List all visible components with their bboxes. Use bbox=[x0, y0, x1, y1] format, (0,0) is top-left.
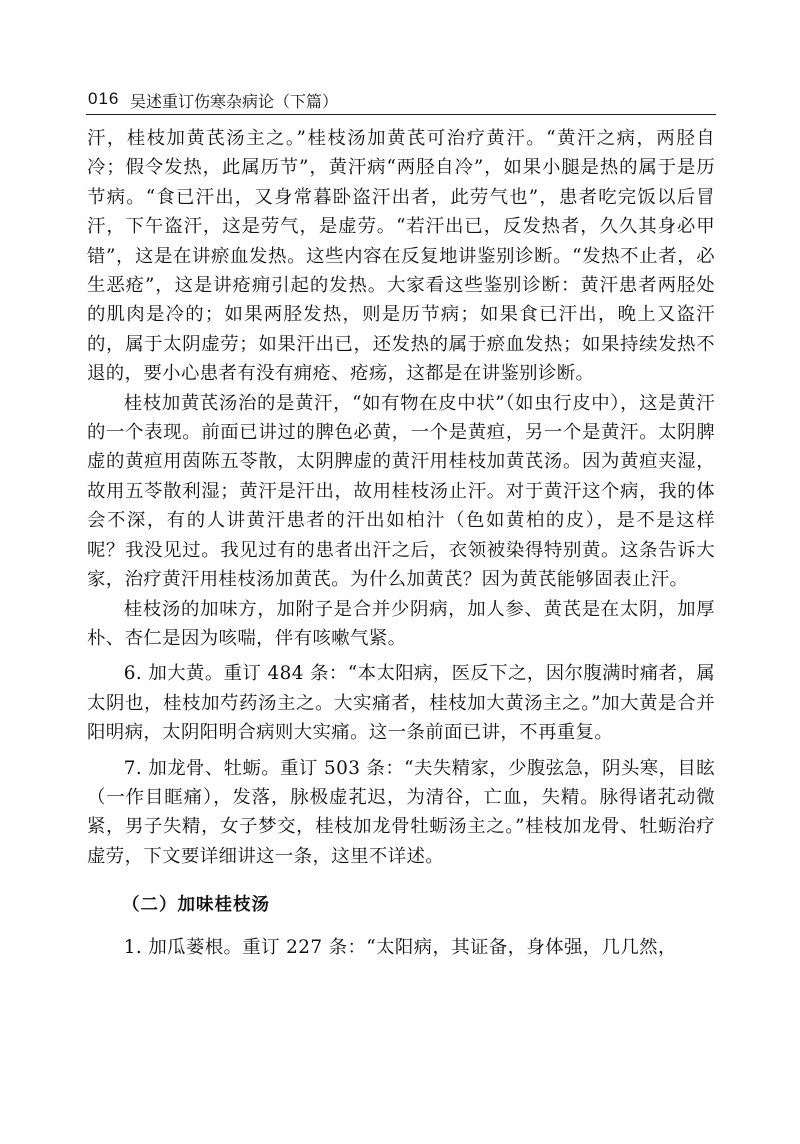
body-text bbox=[87, 124, 715, 963]
running-header bbox=[86, 88, 716, 115]
book-title: 吴述重订伤寒杂病论（下篇） bbox=[130, 92, 339, 111]
page-number: 016 bbox=[88, 89, 120, 108]
paragraph-1: 汗，桂枝加黄芪汤主之。”桂枝汤加黄芪可治疗黄汗。“黄汗之病，两胫自冷；假令发热，此属历节”，黄汗病“两胫自冷”，如果小腿是热的属于是历节病。“食已汗出，又身常暮卧盗汗出者，此劳气也”，患者吃完饭以后冒汗，下午盗汗，这是劳气，是虚劳。“若汗出已，反发热者，久久其身必甲错”，这是在讲瘀血发热。这些内容在反复地讲鉴别诊断。“发热不止者，必生恶疮”，这是讲疮痈引起的发热。大家看这些鉴别诊断：黄汗患者两胫处的肌肉是冷的；如果两胫发热，则是历节病；如果食已汗出，晚上又盗汗的，属于太阴虚劳；如果汗出已，还发热的属于瘀血发热；如果持续发热不退的，要小心患者有没有痈疮、疮疡，这都是在讲鉴别诊断。 bbox=[87, 128, 715, 385]
section-heading: （二）加味桂枝汤 bbox=[122, 895, 270, 916]
paragraph-5: 7. 加龙骨、牡蛎。重订 503 条：“夫失精家，少腹弦急，阴头寒，目眩（一作目眶痛），发落，脉极虚芤迟，为清谷，亡血，失精。脉得诸芤动微紧，男子失精，女子梦交，桂枝加龙骨牡蛎汤主之。”桂枝加龙骨、牡蛎治疗虚劳，下文要详细讲这一条，这里不详述。 bbox=[87, 757, 715, 867]
paragraph-3: 桂枝汤的加味方，加附子是合并少阴病，加人参、黄芪是在太阴，加厚朴、杏仁是因为咳喘，伴有咳嗽气紧。 bbox=[87, 598, 715, 649]
paragraph-4: 6. 加大黄。重订 484 条：“本太阳病，医反下之，因尔腹满时痛者，属太阴也，桂枝加芍药汤主之。大实痛者，桂枝加大黄汤主之。”加大黄是合并阳明病，太阴阳明合病则大实痛。这一条前面已讲，不再重复。 bbox=[87, 663, 715, 744]
paragraph-2: 桂枝加黄芪汤治的是黄汗，“如有物在皮中状”（如虫行皮中），这是黄汗的一个表现。前面已讲过的脾色必黄，一个是黄疸，另一个是黄汗。太阴脾虚的黄疸用茵陈五苓散，太阴脾虚的黄汗用桂枝加黄芪汤。因为黄疸夹湿，故用五苓散利湿；黄汗是汗出，故用桂枝汤止汗。对于黄汗这个病，我的体会不深，有的人讲黄汗患者的汗出如柏汁（色如黄柏的皮），是不是这样呢？我没见过。我见过有的患者出汗之后，衣领被染得特别黄。这条告诉大家，治疗黄汗用桂枝汤加黄芪。为什么加黄芪？因为黄芪能够固表止汗。 bbox=[87, 392, 715, 591]
paragraph-6: 1. 加瓜蒌根。重订 227 条：“太阳病，其证备，身体强，几几然， bbox=[123, 937, 677, 959]
